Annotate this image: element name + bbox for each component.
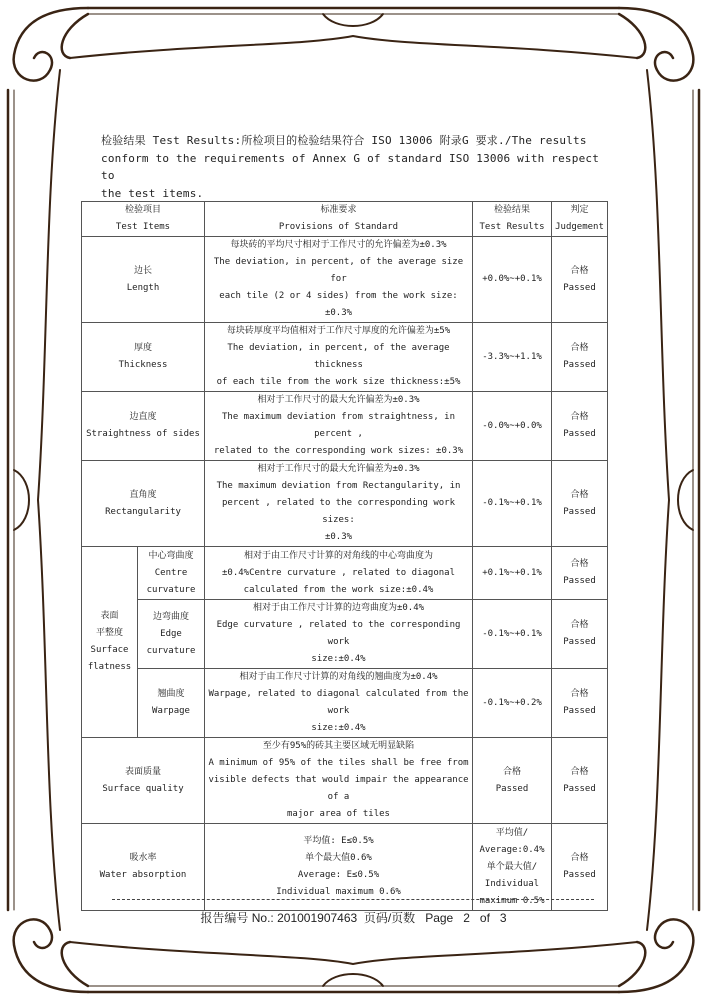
provision-thickness: 每块砖厚度平均值相对于工作尺寸厚度的允许偏差为±5% The deviation, in percent, of the average thickness of each tile from the work size thickness:±5% bbox=[205, 323, 473, 392]
result-water-absorption: 平均值/ Average:0.4% 单个最大值/ Individual maximum 0.5% bbox=[473, 824, 552, 911]
table-row-thickness bbox=[82, 323, 608, 392]
judgement-length: 合格 Passed bbox=[552, 237, 608, 323]
table-row-length bbox=[82, 237, 608, 323]
result-thickness: -3.3%~+1.1% bbox=[473, 323, 552, 392]
result-rectangularity: -0.1%~+0.1% bbox=[473, 461, 552, 547]
provision-warpage: 相对于由工作尺寸计算的对角线的翘曲度为±0.4% Warpage, related to diagonal calculated from the work size:±0.4% bbox=[205, 669, 473, 738]
footer-divider bbox=[112, 899, 594, 900]
table-row-edge-curvature bbox=[82, 600, 608, 669]
header-provisions: 标准要求 Provisions of Standard bbox=[205, 202, 473, 237]
item-straightness: 边直度 Straightness of sides bbox=[82, 392, 205, 461]
judgement-surface-quality: 合格 Passed bbox=[552, 738, 608, 824]
result-edge-curvature: -0.1%~+0.1% bbox=[473, 600, 552, 669]
provision-water-absorption: 平均值: E≤0.5% 单个最大值0.6% Average: E≤0.5% Individual maximum 0.6% bbox=[205, 824, 473, 911]
judgement-straightness: 合格 Passed bbox=[552, 392, 608, 461]
item-water-absorption: 吸水率 Water absorption bbox=[82, 824, 205, 911]
judgement-rectangularity: 合格 Passed bbox=[552, 461, 608, 547]
judgement-water-absorption: 合格 Passed bbox=[552, 824, 608, 911]
result-centre-curvature: +0.1%~+0.1% bbox=[473, 547, 552, 600]
judgement-warpage: 合格 Passed bbox=[552, 669, 608, 738]
header-judgement: 判定 Judgement bbox=[552, 202, 608, 237]
provision-length: 每块砖的平均尺寸相对于工作尺寸的允许偏差为±0.3% The deviation, in percent, of the average size for each tile (2 or 4 sides) from the work size: ±0.3% bbox=[205, 237, 473, 323]
header-row bbox=[82, 202, 608, 237]
provision-centre-curvature: 相对于由工作尺寸计算的对角线的中心弯曲度为 ±0.4%Centre curvature , related to diagonal calculated from the work size:±0.4% bbox=[205, 547, 473, 600]
sub-item-warpage: 翘曲度 Warpage bbox=[138, 669, 205, 738]
intro-line-1: 检验结果 Test Results:所检项目的检验结果符合 ISO 13006 附录G 要求./The results bbox=[101, 134, 587, 147]
intro-line-2: conform to the requirements of Annex G of standard ISO 13006 with respect to bbox=[101, 151, 600, 182]
provision-rectangularity: 相对于工作尺寸的最大允许偏差为±0.3% The maximum deviation from Rectangularity, in percent , related to the corresponding work sizes: ±0.3% bbox=[205, 461, 473, 547]
provision-edge-curvature: 相对于由工作尺寸计算的边弯曲度为±0.4% Edge curvature , related to the corresponding work size:±0.4% bbox=[205, 600, 473, 669]
sub-item-centre-curvature: 中心弯曲度 Centre curvature bbox=[138, 547, 205, 600]
header-test-items: 检验项目 Test Items bbox=[82, 202, 205, 237]
table-row-rectangularity bbox=[82, 461, 608, 547]
item-length: 边长 Length bbox=[82, 237, 205, 323]
table-row-surface-quality bbox=[82, 738, 608, 824]
item-surface-flatness: 表面 平整度 Surface flatness bbox=[82, 547, 138, 738]
intro-line-3: the test items. bbox=[101, 186, 204, 200]
item-surface-quality: 表面质量 Surface quality bbox=[82, 738, 205, 824]
table-row-water-absorption bbox=[82, 824, 608, 911]
table-row-warpage bbox=[82, 669, 608, 738]
result-warpage: -0.1%~+0.2% bbox=[473, 669, 552, 738]
judgement-thickness: 合格 Passed bbox=[552, 323, 608, 392]
report-footer: 报告编号 No.: 201001907463 页码/页数 Page 2 of 3 bbox=[200, 911, 507, 925]
sub-item-edge-curvature: 边弯曲度 Edge curvature bbox=[138, 600, 205, 669]
table-row-centre-curvature bbox=[82, 547, 608, 600]
judgement-centre-curvature: 合格 Passed bbox=[552, 547, 608, 600]
result-length: +0.0%~+0.1% bbox=[473, 237, 552, 323]
table-row-straightness bbox=[82, 392, 608, 461]
result-surface-quality: 合格 Passed bbox=[473, 738, 552, 824]
intro-statement bbox=[101, 132, 611, 202]
provision-surface-quality: 至少有95%的砖其主要区域无明显缺陷 A minimum of 95% of the tiles shall be free from visible defects that would impair the appearance of a major area of tiles bbox=[205, 738, 473, 824]
test-results-table bbox=[81, 201, 608, 911]
result-straightness: -0.0%~+0.0% bbox=[473, 392, 552, 461]
item-rectangularity: 直角度 Rectangularity bbox=[82, 461, 205, 547]
header-results: 检验结果 Test Results bbox=[473, 202, 552, 237]
item-thickness: 厚度 Thickness bbox=[82, 323, 205, 392]
provision-straightness: 相对于工作尺寸的最大允许偏差为±0.3% The maximum deviation from straightness, in percent , related to the corresponding work sizes: ±0.3% bbox=[205, 392, 473, 461]
judgement-edge-curvature: 合格 Passed bbox=[552, 600, 608, 669]
